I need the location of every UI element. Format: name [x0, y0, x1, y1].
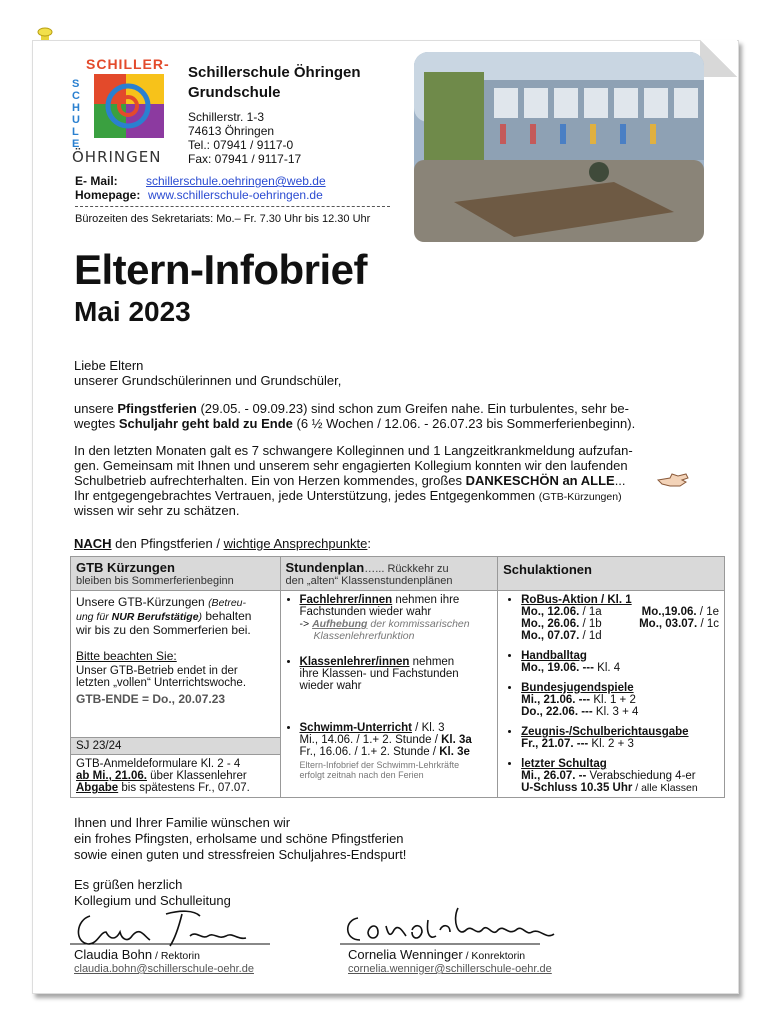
logo-top-text: SCHILLER-	[86, 56, 170, 72]
letter-title: Eltern-Infobrief	[74, 246, 367, 293]
logo-side-text: SCHULE	[72, 78, 80, 150]
school-logo	[70, 56, 180, 166]
paragraph-2-line-5: wissen wir sehr zu schätzen.	[74, 503, 240, 518]
header-gtb: GTB Kürzungen bleiben bis Sommerferienbeginn	[71, 557, 281, 591]
salutation-2: unserer Grundschülerinnen und Grundschüler,	[74, 373, 342, 388]
salutation-1: Liebe Eltern	[74, 358, 144, 373]
paragraph-2-line-2: gen. Gemeinsam mit Ihnen und unserem sehr engagierten Kollegium konnten wir den laufenden	[74, 458, 628, 473]
list-item: • RoBus-Aktion / Kl. 1 Mo., 12.06. / 1a Mo.,19.06. / 1e Mo., 26.06. / 1b Mo., 03.07. / 1c Mo., 07.07. / 1d	[521, 594, 719, 642]
signatory-2-email[interactable]: cornelia.wenniger@schillerschule-oehr.de	[348, 963, 552, 975]
closing-line-2: ein frohes Pfingsten, erholsame und schöne Pfingstferien	[74, 831, 404, 846]
header-divider	[75, 206, 390, 207]
paragraph-2-line-4: Ihr entgegengebrachtes Vertrauen, jede Unterstützung, jedes Entgegenkommen (GTB-Kürzungen)	[74, 488, 622, 503]
pointing-hand-icon	[656, 470, 690, 490]
email-link[interactable]: schillerschule.oehringen@web.de	[146, 174, 326, 188]
page-fold-corner	[700, 40, 737, 77]
closing-line-1: Ihnen und Ihrer Familie wünschen wir	[74, 815, 291, 830]
list-item: • Klassenlehrer/innen nehmen ihre Klassen- und Fachstunden wieder wahr	[300, 656, 493, 692]
paragraph-1-line-2: wegtes Schuljahr geht bald zu Ende (6 ½ Wochen / 12.06. - 26.07.23 bis Sommerferienbeginn).	[74, 416, 636, 431]
office-hours: Bürozeiten des Sekretariats: Mo.– Fr. 7.30 Uhr bis 12.30 Uhr	[75, 213, 371, 225]
paragraph-1-line-1: unsere Pfingstferien (29.05. - 09.09.23) sind schon zum Greifen nahe. Ein turbulentes, sehr be-	[74, 401, 629, 416]
school-name: Schillerschule Öhringen	[188, 64, 361, 81]
list-item: • Bundesjugendspiele Mi., 21.06. --- Kl. 1 + 2 Do., 22.06. --- Kl. 3 + 4	[521, 682, 719, 718]
signatory-1: Claudia Bohn / Rektorin	[74, 947, 200, 962]
email-label: E- Mail:	[75, 174, 118, 188]
school-street: Schillerstr. 1-3	[188, 110, 265, 124]
letter-subtitle: Mai 2023	[74, 296, 191, 327]
homepage-link[interactable]: www.schillerschule-oehringen.de	[148, 188, 323, 202]
paragraph-2-line-1: In den letzten Monaten galt es 7 schwangere Kolleginnen und 1 Langzeitkrankmeldung aufzufan-	[74, 443, 633, 458]
sj-header: SJ 23/24	[71, 737, 280, 755]
signatory-1-email[interactable]: claudia.bohn@schillerschule-oehr.de	[74, 963, 254, 975]
list-item: • Zeugnis-/Schulberichtausgabe Fr., 21.07. --- Kl. 2 + 3	[521, 726, 719, 750]
header-schulaktionen: Schulaktionen	[498, 557, 725, 591]
school-type: Grundschule	[188, 84, 281, 101]
list-item: • Handballtag Mo., 19.06. --- Kl. 4	[521, 650, 719, 674]
info-table	[70, 556, 725, 798]
school-photo	[414, 52, 704, 242]
closing-line-3: sowie einen guten und stressfreien Schuljahres-Endspurt!	[74, 847, 407, 862]
table-header-row	[71, 557, 725, 591]
schulaktionen-cell	[498, 591, 725, 798]
stundenplan-cell	[280, 591, 498, 798]
signatory-2: Cornelia Wenninger / Konrektorin	[348, 947, 526, 962]
gtb-cell: Unsere GTB-Kürzungen (Betreu- ung für NUR Berufstätige) behalten wir bis zu den Sommerferien bei. Bitte beachten Sie: Unser GTB-Betrieb endet in der letzten „vollen“ Unterrichtswoche. GTB-ENDE = Do., 20.07.23 SJ 23/24 GTB-Anmeldeformulare Kl. 2 - 4 ab Mi., 21.06. über Klassenlehrer Abgabe bis spätestens Fr., 07.07.	[71, 591, 281, 798]
greeting-line-2: Kollegium und Schulleitung	[74, 893, 231, 908]
table-body-row	[71, 591, 725, 798]
signature-rektorin	[70, 906, 280, 952]
greeting-line-1: Es grüßen herzlich	[74, 877, 183, 892]
list-item: • letzter Schultag Mi., 26.07. -- Verabschiedung 4-er U-Schluss 10.35 Uhr / alle Klassen	[521, 758, 719, 794]
homepage-label: Homepage:	[75, 188, 141, 202]
school-tel: Tel.: 07941 / 9117-0	[188, 138, 294, 152]
section-heading: NACH den Pfingstferien / wichtige Ansprechpunkte:	[74, 536, 372, 551]
list-item: • Schwimm-Unterricht / Kl. 3 Mi., 14.06. / 1.+ 2. Stunde / Kl. 3a Fr., 16.06. / 1.+ 2. Stunde / Kl. 3e Eltern-Infobrief der Schwimm-Lehrkräfte erfolgt zeitnah nach den Ferien	[300, 722, 493, 780]
list-item: • Fachlehrer/innen nehmen ihre Fachstunden wieder wahr -> Aufhebung der kommissarischen Klassenlehrerfunktion	[300, 594, 493, 642]
paragraph-2-line-3: Schulbetrieb aufrechterhalten. Ein von Herzen kommendes, großes DANKESCHÖN an ALLE...	[74, 473, 626, 488]
logo-bottom-text: ÖHRINGEN	[72, 148, 162, 166]
signature-konrektorin	[340, 900, 580, 952]
school-fax: Fax: 07941 / 9117-17	[188, 152, 302, 166]
header-stundenplan: Stundenplan…... Rückkehr zu den „alten“ Klassenstundenplänen	[280, 557, 498, 591]
school-city: 74613 Öhringen	[188, 124, 275, 138]
